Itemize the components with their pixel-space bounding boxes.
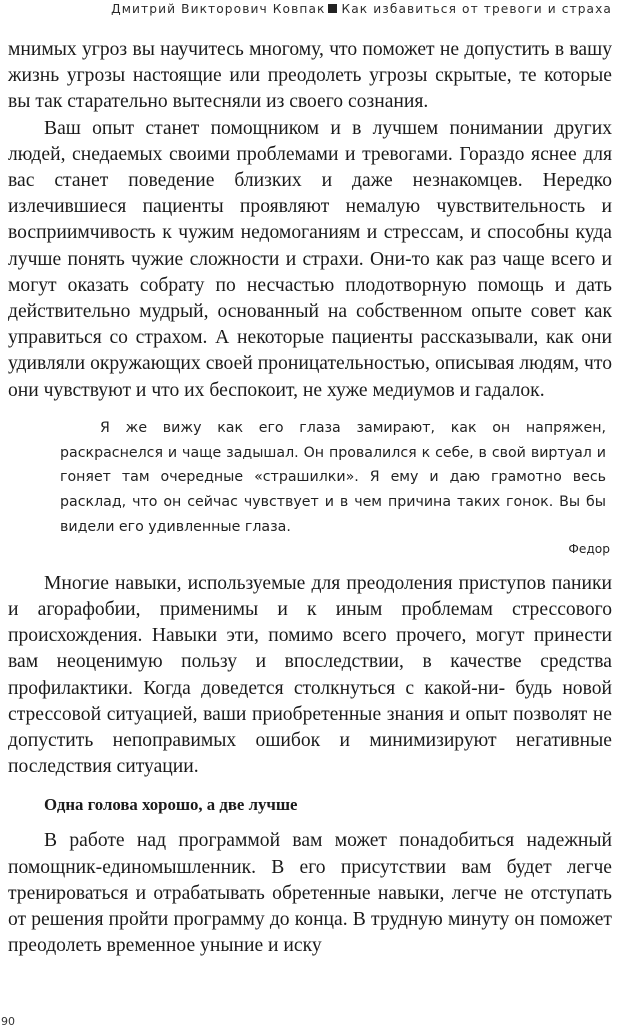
paragraph-helper: В работе над программой вам может понадобиться надежный помощник-единомышленник. В его присутствии вам будет легче тренироваться и отрабатывать обретенные навыки, легче не отступать от решения пройти программу до конца. В трудную минуту он поможет преодолеть временное уныние и иску [8, 830, 612, 957]
page-body [8, 37, 612, 959]
page-number: 90 [1, 1015, 15, 1028]
quote-text: Я же вижу как его глаза замирают, как он напряжен, раскраснелся и чаще задышал. Он провалился к себе, в свой виртуал и гоняет там очередные «страшилки». Я ему и даю грамотно весь расклад, что он сейчас чувствует и в чем причина таких гонок. Вы бы видели его удивленные глаза. [60, 419, 606, 536]
paragraph-skills: Многие навыки, используемые для преодоления приступов паники и агорафобии, применимы и к иным проблемам стрессового происхождения. Навыки эти, помимо всего прочего, могут принести вам неоценимую пользу и впоследствии, в качестве средства профилактики. Когда доведется столкнуться с какой-ни- будь новой стрессовой ситуацией, ваши приобретенные знания и опыт позволят не допустить непоправимых ошибок и минимизируют негативные последствия ситуации. [8, 572, 612, 778]
quote-author: Федор [568, 541, 610, 556]
patient-quote [60, 416, 610, 557]
paragraph-experience: Ваш опыт станет помощником и в лучшем понимании других людей, снедаемых своими проблемами и тревогами. Гораздо яснее для вас станет поведение близких и даже незнакомцев. Нередко излечившиеся пациенты проявляют немалую чувствительность и восприимчивость к чужим недомоганиям и стрессам, и способны куда лучше понять чужие сложности и страхи. Они-то как раз чаще всего и могут оказать собрату по несчастью плодотворную помощь и дать действительно мудрый, основанный на собственном опыте совет как управиться со страхом. А некоторые пациенты рассказывали, как они удивляли окружающих своей проницательностью, описывая людям, что они чувствуют и что их беспокоит, не хуже медиумов и гадалок. [8, 117, 612, 401]
header-book-title: Как избавиться от тревоги и страха [341, 2, 612, 16]
header-author: Дмитрий Викторович Ковпак [111, 2, 326, 16]
running-header [20, 2, 612, 16]
paragraph-continuation: мнимых угроз вы научитесь многому, что поможет не допустить в вашу жизнь угрозы настоящие или преодолеть угрозы скрытые, те которые вы так старательно вытесняли из своего сознания. [8, 39, 612, 113]
square-separator-icon [328, 4, 337, 13]
section-subheading: Одна голова хорошо, а две лучше [44, 795, 298, 815]
